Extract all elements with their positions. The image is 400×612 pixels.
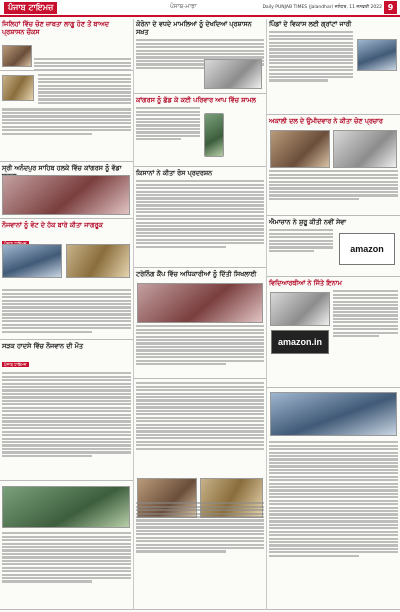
headline: ਅਕਾਲੀ ਦਲ ਦੇ ਉਮੀਦਵਾਰ ਨੇ ਕੀਤਾ ਚੋਣ ਪ੍ਰਚਾਰ <box>269 117 383 125</box>
headline: ਨੌਜਵਾਨਾਂ ਨੂੰ ਵੋਟ ਦੇ ਹੱਕ ਬਾਰੇ ਕੀਤਾ ਜਾਗਰੂਕ <box>2 221 103 229</box>
article-body <box>267 227 335 254</box>
article-body <box>134 500 266 555</box>
section-label: ਪੰਜਾਬ-ਮਾਝਾ <box>170 3 197 10</box>
group-photo <box>2 175 130 215</box>
article-photo <box>333 130 397 168</box>
headline: ਐਮਾਜ਼ਾਨ ਨੇ ਸ਼ੁਰੂ ਕੀਤੀ ਨਵੀਂ ਸੇਵਾ <box>269 218 347 226</box>
group-photo <box>2 486 130 528</box>
article-body <box>267 168 400 202</box>
article-body <box>134 105 202 143</box>
article-top-right <box>267 19 400 115</box>
headline: ਕੋਰੋਨਾ ਦੇ ਵਧਦੇ ਮਾਮਲਿਆਂ ਨੂੰ ਦੇਖਦਿਆਂ ਪ੍ਰਸ਼ਾਸਨ ਸਖ਼ਤ <box>136 20 252 36</box>
article-body <box>32 56 133 71</box>
masthead <box>0 0 400 17</box>
amazon-in-ad <box>271 330 329 354</box>
article-left-5 <box>0 482 133 610</box>
car-photo <box>270 392 397 436</box>
article-photo <box>270 130 330 168</box>
article-amazon-1 <box>267 217 400 277</box>
product-bottle-photo <box>204 113 224 157</box>
byline-tag: ਪੰਜਾਬ ਟਾਇਮਜ਼ <box>4 362 27 367</box>
article-body <box>331 288 400 339</box>
article-photo <box>2 75 34 101</box>
article-body <box>0 530 133 585</box>
article-right-5 <box>267 389 400 610</box>
headline: ਪਿੰਡਾਂ ਦੇ ਵਿਕਾਸ ਲਈ ਗ੍ਰਾਂਟਾਂ ਜਾਰੀ <box>269 20 352 28</box>
headline: ਕਾਂਗਰਸ ਨੂੰ ਛੱਡ ਕੇ ਕਈ ਪਰਿਵਾਰ ਆਪ ਵਿੱਚ ਸ਼ਾਮਲ <box>136 96 256 104</box>
article-group-photo <box>0 163 133 219</box>
article-middle-5 <box>134 380 266 610</box>
article-photo <box>270 292 330 326</box>
article-left-2 <box>0 72 133 162</box>
page-number: 9 <box>384 1 397 14</box>
headline: ਸੜਕ ਹਾਦਸੇ ਵਿੱਚ ਨੌਜਵਾਨ ਦੀ ਮੌਤ <box>2 342 83 350</box>
article-body <box>267 439 400 559</box>
newspaper-logo: ਪੰਜਾਬ ਟਾਇਮਜ਼ <box>4 2 57 14</box>
article-top-left <box>0 19 133 71</box>
article-body <box>0 370 133 459</box>
headline: ਸ੍ਰੀ ਅਨੰਦਪੁਰ ਸਾਹਿਬ ਹਲਕੇ ਵਿੱਚ ਕਾਂਗਰਸ ਨੂੰ ਵੱਡਾ <box>2 164 122 172</box>
portrait-photo <box>357 39 397 71</box>
article-photo <box>137 283 263 323</box>
article-body <box>0 106 133 137</box>
article-photo <box>66 244 130 278</box>
headline: ਕਿਸਾਨਾਂ ਨੇ ਕੀਤਾ ਰੋਸ ਪ੍ਰਦਰਸ਼ਨ <box>136 169 213 177</box>
article-body <box>134 323 266 368</box>
amazon-in-logo: amazon.in <box>277 337 322 347</box>
headline: ਵਿਦਿਆਰਥੀਆਂ ਨੇ ਜਿੱਤੇ ਇਨਾਮ <box>269 279 342 287</box>
headline: ਟਰੇਨਿੰਗ ਕੈਂਪ ਵਿੱਚ ਅਧਿਕਾਰੀਆਂ ਨੂੰ ਦਿੱਤੀ ਸਿਖਲਾਈ <box>136 270 257 278</box>
article-body <box>134 380 266 452</box>
article-left-3 <box>0 220 133 340</box>
article-body <box>0 287 133 335</box>
article-photo <box>204 59 262 89</box>
amazon-ad <box>339 233 395 265</box>
article-middle-2 <box>134 95 266 167</box>
edition-date: Daily PUNJAB TIMES (Jalandhar) ਜਲੰਧਰ, 11 ਜਨਵਰੀ 2022 <box>262 5 382 10</box>
article-photo <box>2 244 62 278</box>
article-photo <box>2 45 32 67</box>
article-top-middle <box>134 19 266 94</box>
article-body <box>36 72 133 106</box>
article-body <box>267 29 355 84</box>
article-left-4 <box>0 341 133 481</box>
headline: ਜਿਲਿਹਾਂ ਵਿੱਚ ਚੋਣ ਜ਼ਾਬਤਾ ਲਾਗੂ ਹੋਣ ਤੋਂ ਬਾਅਦ ਪ੍ਰਸ਼ਾਸਨ ਚੌਕਸ <box>2 20 109 36</box>
article-middle-4 <box>134 269 266 379</box>
article-body <box>134 178 266 250</box>
article-middle-3 <box>134 168 266 268</box>
article-right-2 <box>267 116 400 216</box>
amazon-logo: amazon <box>350 244 384 254</box>
article-amazon-2 <box>267 278 400 388</box>
